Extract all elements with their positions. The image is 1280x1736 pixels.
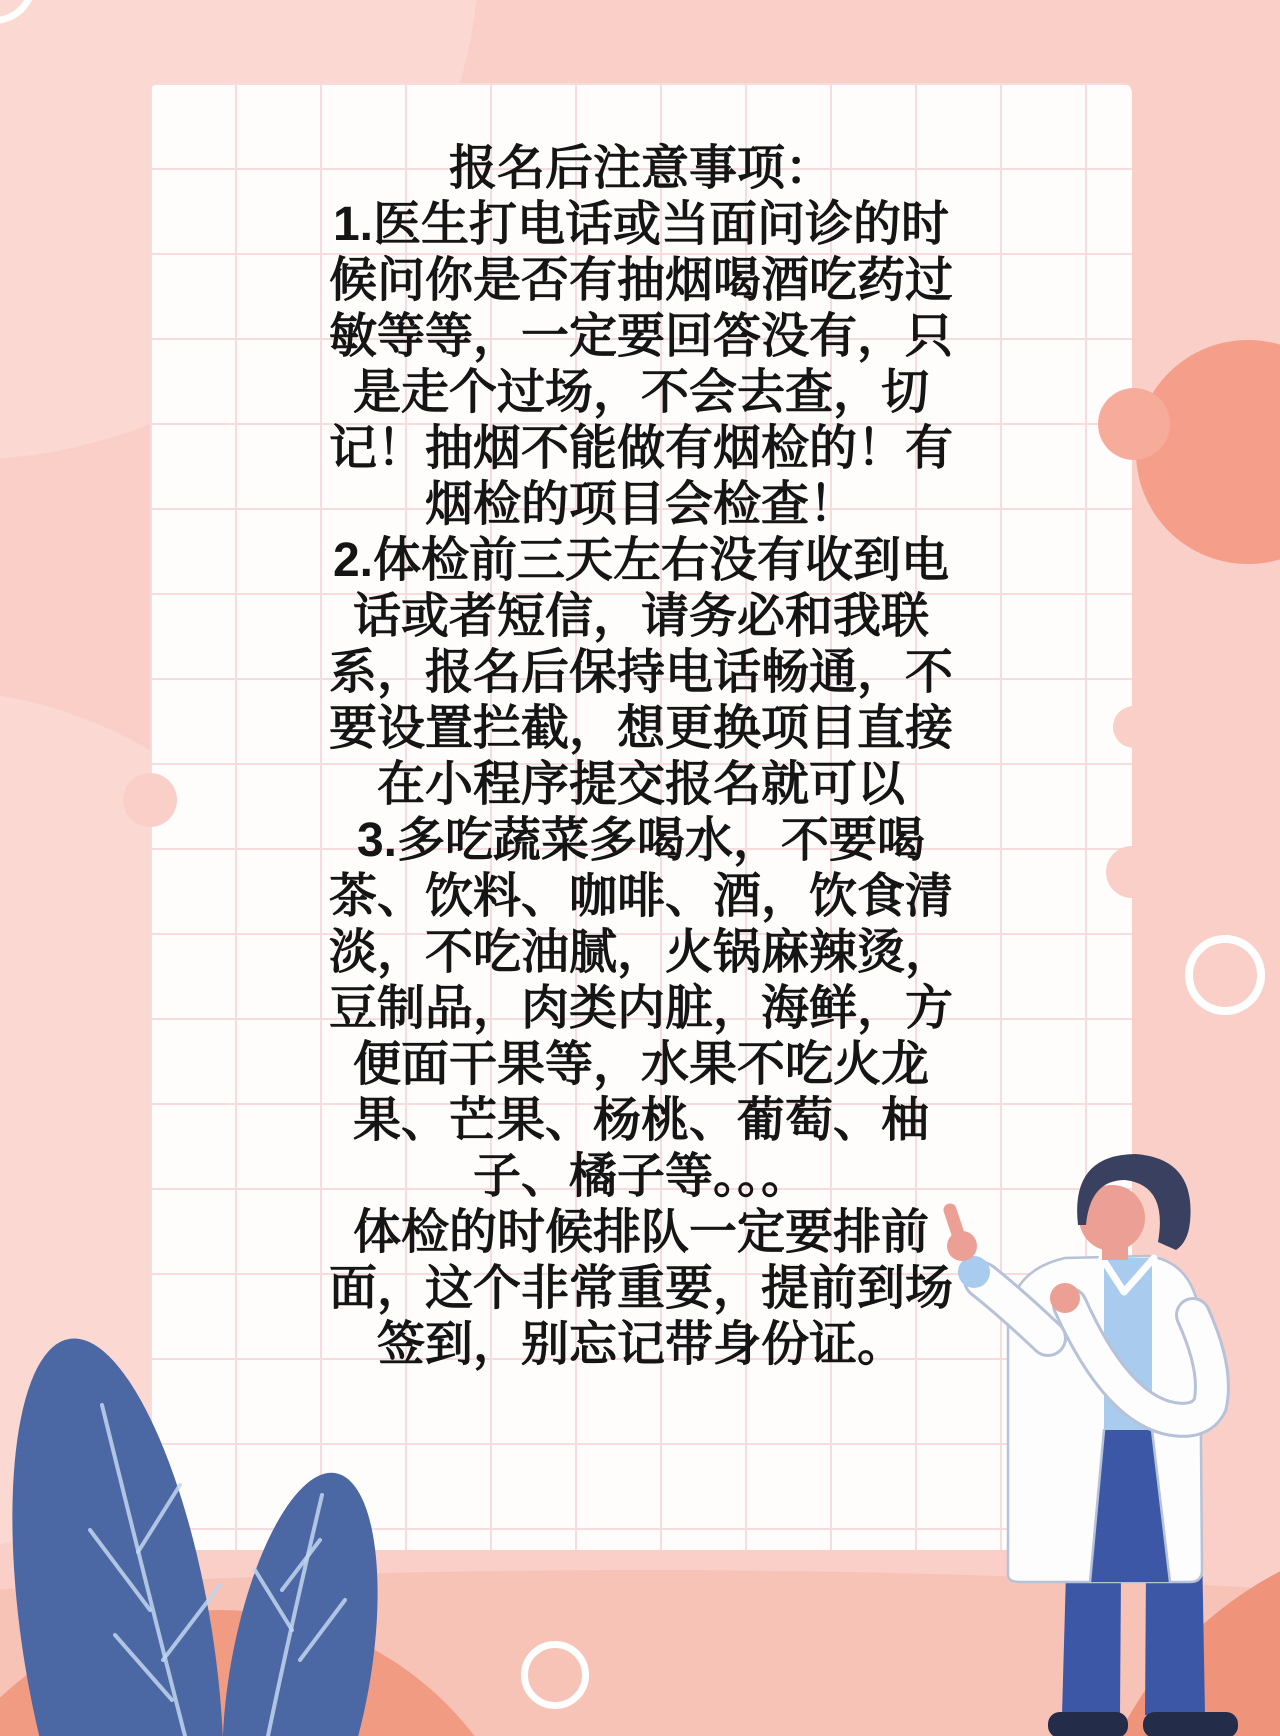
ring-icon-bottom: [521, 1641, 589, 1709]
doctor-illustration: [900, 1130, 1280, 1736]
notice-title: 报名后注意事项：: [448, 142, 833, 195]
notice-line: 子、橘子等。。。: [472, 1150, 809, 1203]
doctor-hand-front: [1050, 1283, 1080, 1313]
notice-line: 烟检的项目会检查！: [424, 478, 857, 531]
card-edge-bump-left: [123, 773, 177, 827]
ring-icon-right: [1185, 935, 1265, 1015]
notice-line: 豆制品，肉类内脏，海鲜，方: [328, 982, 953, 1035]
blue-leaves-illustration: [0, 1300, 430, 1736]
bg-circle-right: [1136, 340, 1280, 564]
notice-line: 果、芒果、杨桃、葡萄、柚: [352, 1094, 929, 1147]
card-edge-bump-right-2: [1113, 706, 1155, 748]
notice-line: 面，这个非常重要，提前到场: [328, 1262, 953, 1315]
notice-line: 3.多吃蔬菜多喝水，不要喝: [356, 814, 926, 867]
notice-line: 签到，别忘记带身份证。: [376, 1318, 905, 1371]
notice-line: 系，报名后保持电话畅通，不: [328, 646, 953, 699]
notice-line: 2.体检前三天左右没有收到电: [332, 534, 950, 587]
notice-line: 是走个过场，不会去查，切: [352, 366, 929, 419]
notice-line: 记！抽烟不能做有烟检的！有: [328, 422, 953, 475]
notice-line: 淡，不吃油腻，火锅麻辣烫，: [328, 926, 953, 979]
notice-line: 敏等等，一定要回答没有，只: [328, 310, 953, 363]
notice-line: 1.医生打电话或当面问诊的时: [332, 198, 950, 251]
notice-line: 话或者短信，请务必和我联: [352, 590, 929, 643]
notice-line: 候问你是否有抽烟喝酒吃药过: [328, 254, 953, 307]
doctor-shoe-left: [1048, 1712, 1128, 1736]
notice-line: 在小程序提交报名就可以: [376, 758, 905, 811]
card-edge-bump-right-3: [1106, 846, 1158, 898]
card-edge-bump-right-1: [1098, 388, 1170, 460]
notice-line: 要设置拦截，想更换项目直接: [328, 702, 953, 755]
notice-line: 茶、饮料、咖啡、酒，饮食清: [328, 870, 953, 923]
doctor-shoe-right: [1143, 1712, 1238, 1736]
notice-line: 体检的时候排队一定要排前: [352, 1206, 929, 1259]
notice-line: 便面干果等，水果不吃火龙: [352, 1038, 929, 1091]
doctor-finger: [950, 1210, 958, 1234]
